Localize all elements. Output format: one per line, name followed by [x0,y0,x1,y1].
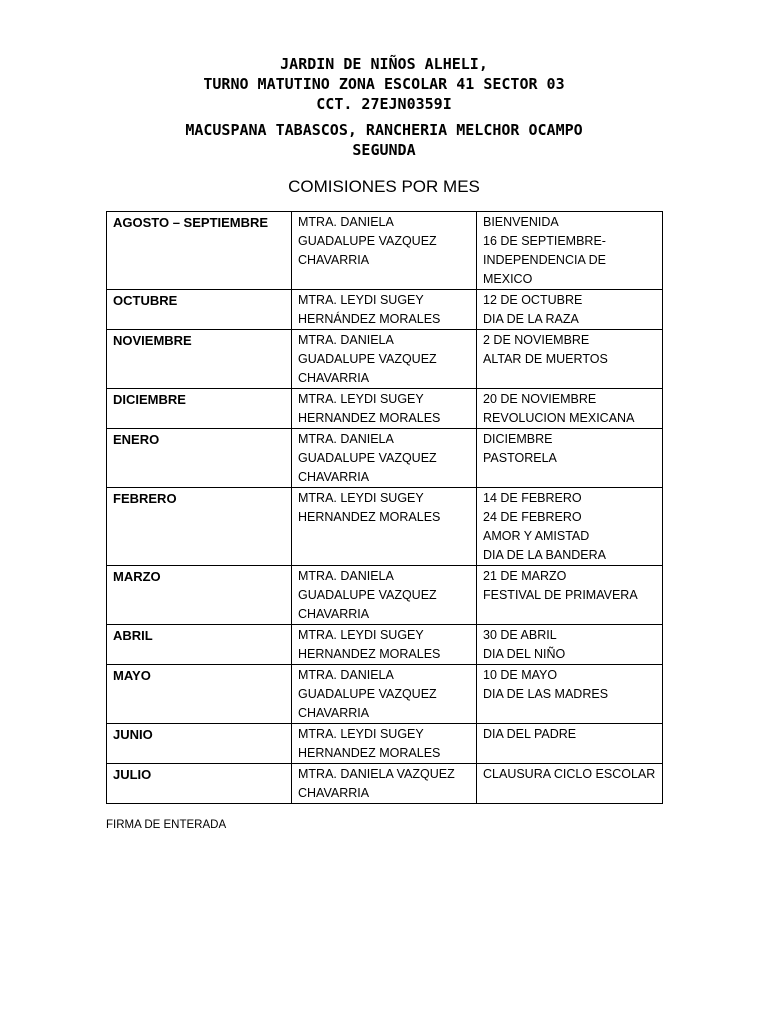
table-row [107,665,663,724]
events-cell [477,566,663,625]
teacher-line: MTRA. DANIELA VAZQUEZ [298,767,455,781]
teacher-line: CHAVARRIA [298,253,370,267]
event-line: 10 DE MAYO [483,668,558,682]
teacher-line: HERNÁNDEZ MORALES [298,312,441,326]
events-cell [477,625,663,665]
table-row [107,724,663,764]
teacher-line: MTRA. DANIELA [298,215,394,229]
event-line: ALTAR DE MUERTOS [483,352,608,366]
event-line: DIA DE LAS MADRES [483,687,609,701]
month-cell: JULIO [107,764,292,804]
teacher-line: CHAVARRIA [298,470,370,484]
event-line: BIENVENIDA [483,215,559,229]
event-line: MEXICO [483,272,533,286]
event-line: FESTIVAL DE PRIMAVERA [483,588,638,602]
event-line: 12 DE OCTUBRE [483,293,583,307]
teacher-line: HERNANDEZ MORALES [298,647,441,661]
event-line: 14 DE FEBRERO [483,491,582,505]
month-cell: ENERO [107,429,292,488]
month-cell: AGOSTO – SEPTIEMBRE [107,212,292,290]
page-title: COMISIONES POR MES [288,177,480,196]
signature-label: FIRMA DE ENTERADA [106,819,227,831]
teacher-cell [292,330,477,389]
teacher-line: HERNANDEZ MORALES [298,411,441,425]
teacher-cell [292,290,477,330]
teacher-line: MTRA. LEYDI SUGEY [298,392,424,406]
teacher-line: MTRA. LEYDI SUGEY [298,491,424,505]
teacher-line: CHAVARRIA [298,371,370,385]
table-row [107,212,663,290]
events-cell [477,429,663,488]
teacher-line: MTRA. DANIELA [298,569,394,583]
event-line: 21 DE MARZO [483,569,567,583]
document-header [0,54,768,160]
school-shift-zone: TURNO MATUTINO ZONA ESCOLAR 41 SECTOR 03 [203,75,565,93]
table-row [107,566,663,625]
event-line: DICIEMBRE [483,432,553,446]
events-cell [477,389,663,429]
table-row [107,429,663,488]
teacher-cell [292,764,477,804]
event-line: 24 DE FEBRERO [483,510,582,524]
school-location-2: SEGUNDA [352,141,416,159]
teacher-line: MTRA. DANIELA [298,333,394,347]
teacher-line: GUADALUPE VAZQUEZ [298,234,437,248]
teacher-line: CHAVARRIA [298,786,370,800]
events-cell [477,212,663,290]
commissions-table [106,211,663,804]
teacher-cell [292,389,477,429]
teacher-line: HERNANDEZ MORALES [298,746,441,760]
event-line: 30 DE ABRIL [483,628,557,642]
events-cell [477,290,663,330]
month-cell: ABRIL [107,625,292,665]
event-line: 2 DE NOVIEMBRE [483,333,590,347]
event-line: 20 DE NOVIEMBRE [483,392,597,406]
teacher-cell [292,724,477,764]
events-cell [477,724,663,764]
teacher-line: HERNANDEZ MORALES [298,510,441,524]
month-cell: MARZO [107,566,292,625]
teacher-line: MTRA. LEYDI SUGEY [298,727,424,741]
event-line: DIA DEL PADRE [483,727,577,741]
month-cell: MAYO [107,665,292,724]
table-row [107,625,663,665]
teacher-cell [292,212,477,290]
teacher-cell [292,429,477,488]
event-line: DIA DE LA BANDERA [483,548,606,562]
teacher-line: MTRA. LEYDI SUGEY [298,293,424,307]
table-row [107,290,663,330]
events-cell [477,665,663,724]
events-cell [477,764,663,804]
school-location: MACUSPANA TABASCOS, RANCHERIA MELCHOR OCAMPO [185,121,583,139]
teacher-line: GUADALUPE VAZQUEZ [298,352,437,366]
event-line: REVOLUCION MEXICANA [483,411,635,425]
teacher-line: MTRA. DANIELA [298,432,394,446]
teacher-line: CHAVARRIA [298,706,370,720]
teacher-line: CHAVARRIA [298,607,370,621]
event-line: 16 DE SEPTIEMBRE- [483,234,606,248]
teacher-line: GUADALUPE VAZQUEZ [298,588,437,602]
teacher-line: MTRA. DANIELA [298,668,394,682]
month-cell: JUNIO [107,724,292,764]
school-name: JARDIN DE NIÑOS ALHELI, [280,55,488,73]
table-row [107,764,663,804]
month-cell: OCTUBRE [107,290,292,330]
month-cell: FEBRERO [107,488,292,566]
event-line: CLAUSURA CICLO ESCOLAR [483,767,656,781]
teacher-cell [292,566,477,625]
teacher-line: GUADALUPE VAZQUEZ [298,687,437,701]
teacher-cell [292,625,477,665]
teacher-cell [292,665,477,724]
event-line: AMOR Y AMISTAD [483,529,590,543]
event-line: INDEPENDENCIA DE [483,253,606,267]
event-line: DIA DEL NIÑO [483,647,566,661]
commissions-table-body [107,212,663,804]
event-line: PASTORELA [483,451,557,465]
events-cell [477,330,663,389]
month-cell: DICIEMBRE [107,389,292,429]
teacher-line: GUADALUPE VAZQUEZ [298,451,437,465]
month-cell: NOVIEMBRE [107,330,292,389]
table-row [107,330,663,389]
table-row [107,389,663,429]
events-cell [477,488,663,566]
table-row [107,488,663,566]
teacher-line: MTRA. LEYDI SUGEY [298,628,424,642]
event-line: DIA DE LA RAZA [483,312,579,326]
teacher-cell [292,488,477,566]
school-cct: CCT. 27EJN0359I [316,95,452,113]
